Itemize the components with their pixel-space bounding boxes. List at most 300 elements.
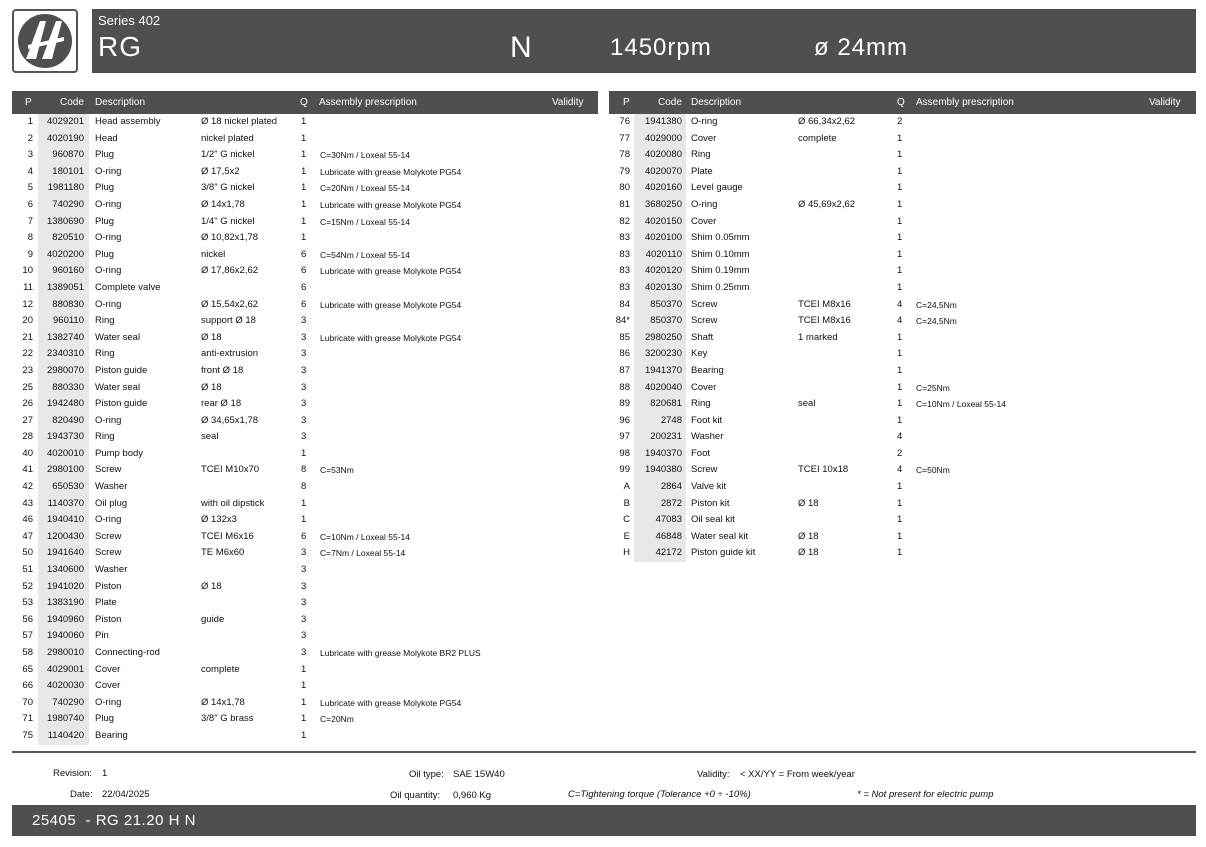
cell-q: 3 [301, 398, 307, 410]
cell-description: Screw [691, 298, 718, 310]
cell-q: 1 [897, 198, 903, 210]
cell-p: 87 [619, 364, 630, 376]
cell-spec: TCEI M10x70 [201, 464, 260, 476]
header-bar [92, 9, 1196, 73]
table-row [609, 479, 1196, 496]
cell-q: 1 [897, 414, 903, 426]
cell-description: Key [691, 348, 708, 360]
cell-assembly: C=25Nm [916, 382, 950, 393]
cell-code: 1940380 [645, 464, 682, 476]
cell-q: 6 [301, 265, 307, 277]
col-validity: Validity [1149, 97, 1181, 108]
cell-q: 1 [301, 149, 307, 161]
cell-q: 1 [897, 165, 903, 177]
cell-description: Piston kit [691, 497, 730, 509]
cell-p: 22 [22, 348, 33, 360]
table-row [609, 131, 1196, 148]
table-row [609, 147, 1196, 164]
rpm-label: 1450rpm [610, 34, 712, 61]
cell-description: Washer [691, 431, 724, 443]
cell-code: 650530 [52, 481, 84, 493]
table-row [609, 462, 1196, 479]
cell-description: O-ring [95, 198, 122, 210]
model-title: RG [98, 31, 142, 62]
cell-q: 3 [301, 315, 307, 327]
cell-spec: Ø 17,5x2 [201, 165, 240, 177]
cell-description: Washer [95, 481, 128, 493]
cell-spec: nickel [201, 248, 226, 260]
table-row [609, 214, 1196, 231]
cell-code: 1382740 [47, 331, 84, 343]
cell-code: 4020190 [47, 132, 84, 144]
cell-code: 4029201 [47, 116, 84, 127]
col-description: Description [95, 97, 146, 108]
cell-code: 4020070 [645, 165, 682, 177]
cell-spec: 1/2" G nickel [201, 149, 255, 161]
cell-description: O-ring [95, 696, 122, 708]
table-row [12, 330, 598, 347]
cell-description: Cover [95, 663, 121, 675]
cell-q: 1 [897, 248, 903, 260]
date-value: 22/04/2025 [102, 789, 150, 800]
cell-q: 1 [301, 696, 307, 708]
cell-code: 4020120 [645, 265, 682, 277]
cell-spec: Ø 18 [201, 580, 222, 592]
cell-description: Ring [95, 431, 115, 443]
col-validity: Validity [552, 97, 584, 108]
cell-spec: 3/8" G nickel [201, 182, 255, 194]
cell-description: Cover [691, 381, 717, 393]
col-q: Q [300, 97, 308, 108]
cell-q: 1 [897, 265, 903, 277]
cell-description: Water seal [95, 381, 141, 393]
cell-description: Pin [95, 630, 109, 642]
cell-q: 1 [897, 381, 903, 393]
cell-p: 41 [22, 464, 33, 476]
cell-p: 81 [619, 198, 630, 210]
cell-assembly: Lubricate with grease Molykote PG54 [320, 266, 462, 277]
cell-code: 2872 [660, 497, 682, 509]
cell-q: 3 [301, 431, 307, 443]
table-row [12, 462, 598, 479]
cell-p: 71 [22, 713, 33, 725]
cell-q: 1 [897, 547, 903, 559]
cell-p: 27 [22, 414, 33, 426]
cell-p: 3 [27, 149, 33, 161]
cell-spec: TCEI 10x18 [798, 464, 849, 476]
cell-assembly: C=54Nm / Loxeal 55-14 [320, 249, 411, 260]
cell-description: Shaft [691, 331, 714, 343]
cell-q: 1 [897, 398, 903, 410]
revision-label: Revision: [53, 768, 93, 779]
table-row [609, 280, 1196, 297]
cell-p: 83 [619, 248, 630, 260]
cell-code: 1340600 [47, 564, 84, 576]
cell-spec: 1 marked [798, 331, 838, 343]
cell-spec: seal [201, 431, 219, 443]
cell-description: Pump body [95, 447, 144, 459]
cell-code: 740290 [52, 198, 84, 210]
cell-spec: Ø 18 nickel plated [201, 116, 278, 127]
cell-description: Plug [95, 149, 115, 161]
cell-assembly: Lubricate with grease Molykote PG54 [320, 166, 462, 177]
cell-code: 1940410 [47, 514, 84, 526]
cell-p: 20 [22, 315, 33, 327]
cell-q: 1 [897, 132, 903, 144]
cell-description: Connecting-rod [95, 647, 160, 658]
cell-code: 850370 [650, 315, 682, 327]
cell-q: 1 [301, 232, 307, 244]
cell-description: O-ring [691, 198, 718, 210]
cell-code: 4020010 [47, 447, 84, 459]
cell-p: E [623, 530, 630, 542]
cell-q: 8 [301, 481, 307, 493]
cell-p: 98 [619, 447, 630, 459]
cell-spec: Ø 45,69x2,62 [798, 198, 856, 210]
table-row [12, 396, 598, 413]
cell-p: 6 [27, 198, 33, 210]
cell-code: 3200230 [645, 348, 682, 360]
cell-description: Water seal kit [691, 530, 749, 542]
cell-code: 1941370 [645, 364, 682, 376]
cell-q: 1 [301, 198, 307, 210]
table-row [12, 662, 598, 679]
series-label: Series 402 [98, 13, 161, 28]
cell-spec: Ø 18 [201, 381, 222, 393]
col-q: Q [897, 97, 905, 108]
table-header [12, 91, 598, 114]
table-row [12, 562, 598, 579]
table-row [12, 496, 598, 513]
cell-p: 76 [619, 116, 630, 127]
oil-type-value: SAE 15W40 [453, 769, 505, 780]
cell-code: 47083 [655, 514, 682, 526]
cell-spec: seal [798, 398, 816, 410]
cell-code: 1941020 [47, 580, 84, 592]
col-assembly: Assembly prescription [319, 97, 417, 108]
table-row [12, 297, 598, 314]
cell-code: 1200430 [47, 530, 84, 542]
cell-q: 3 [301, 381, 307, 393]
cell-spec: 3/8" G brass [201, 713, 254, 725]
cell-description: Cover [95, 680, 121, 692]
cell-p: 89 [619, 398, 630, 410]
table-row [12, 114, 598, 131]
cell-q: 3 [301, 547, 307, 559]
cell-description: Foot kit [691, 414, 723, 426]
cell-code: 850370 [650, 298, 682, 310]
cell-code: 820510 [52, 232, 84, 244]
table-row [12, 230, 598, 247]
cell-description: Oil seal kit [691, 514, 735, 526]
cell-assembly: C=53Nm [320, 465, 354, 476]
cell-q: 1 [897, 348, 903, 360]
cell-q: 1 [301, 132, 307, 144]
cell-spec: TCEI M8x16 [798, 315, 851, 327]
cell-p: 40 [22, 447, 33, 459]
cell-q: 1 [301, 729, 307, 741]
cell-q: 1 [897, 149, 903, 161]
cell-p: 97 [619, 431, 630, 443]
table-row [12, 380, 598, 397]
cell-code: 2980250 [645, 331, 682, 343]
cell-code: 740290 [52, 696, 84, 708]
cell-assembly: C=20Nm / Loxeal 55-14 [320, 183, 411, 194]
cell-description: O-ring [95, 232, 122, 244]
cell-spec: complete [798, 132, 837, 144]
table-row [12, 180, 598, 197]
cell-q: 6 [301, 298, 307, 310]
cell-q: 1 [897, 481, 903, 493]
cell-spec: Ø 15,54x2,62 [201, 298, 259, 310]
table-row [609, 446, 1196, 463]
table-row [609, 263, 1196, 280]
cell-spec: guide [201, 613, 225, 625]
table-row [12, 313, 598, 330]
cell-spec: 1/4" G nickel [201, 215, 255, 227]
cell-assembly: C=24,5Nm [916, 316, 957, 327]
cell-spec: TCEI M8x16 [798, 298, 851, 310]
cell-p: C [623, 514, 630, 526]
table-body [12, 114, 598, 745]
cell-p: 8 [27, 232, 33, 244]
date-label: Date: [70, 789, 93, 800]
cell-p: 43 [22, 497, 33, 509]
electric-pump-note: * = Not present for electric pump [857, 789, 994, 800]
cell-assembly: Lubricate with grease Molykote PG54 [320, 299, 462, 310]
cell-p: 21 [22, 331, 33, 343]
cell-description: Ring [691, 149, 711, 161]
cell-p: 50 [22, 547, 33, 559]
table-row [12, 695, 598, 712]
cell-code: 4020130 [645, 281, 682, 293]
cell-q: 1 [897, 514, 903, 526]
cell-spec: Ø 18 [798, 530, 819, 542]
cell-spec: Ø 66,34x2,62 [798, 116, 856, 127]
cell-code: 1980740 [47, 713, 84, 725]
cell-code: 3680250 [645, 198, 682, 210]
cell-code: 1940370 [645, 447, 682, 459]
cell-q: 1 [897, 281, 903, 293]
cell-q: 3 [301, 331, 307, 343]
table-row [12, 147, 598, 164]
cell-q: 1 [301, 663, 307, 675]
cell-q: 1 [301, 680, 307, 692]
cell-description: Piston guide [95, 398, 148, 410]
table-row [12, 711, 598, 728]
cell-spec: with oil dipstick [201, 497, 265, 509]
table-row [12, 512, 598, 529]
table-row [12, 446, 598, 463]
cell-assembly: Lubricate with grease Molykote PG54 [320, 199, 462, 210]
cell-p: 11 [23, 281, 33, 293]
table-row [609, 197, 1196, 214]
cell-q: 2 [897, 447, 903, 459]
cell-description: Screw [95, 530, 122, 542]
cell-code: 1140370 [47, 497, 84, 509]
cell-q: 3 [301, 630, 307, 642]
table-row [609, 496, 1196, 513]
cell-code: 1942480 [47, 398, 84, 410]
cell-p: 83 [619, 232, 630, 244]
cell-spec: Ø 14x1,78 [201, 198, 245, 210]
cell-description: Head [95, 132, 118, 144]
table-row [12, 612, 598, 629]
cell-spec: rear Ø 18 [201, 398, 242, 410]
cell-description: Screw [95, 464, 122, 476]
cell-code: 4020160 [645, 182, 682, 194]
cell-p: 82 [619, 215, 630, 227]
cell-p: 77 [619, 132, 630, 144]
cell-p: 75 [22, 729, 33, 741]
table-row [12, 728, 598, 745]
table-row [12, 645, 598, 662]
cell-q: 1 [897, 530, 903, 542]
cell-description: Plug [95, 713, 115, 725]
cell-description: Water seal [95, 331, 141, 343]
cell-q: 8 [301, 464, 307, 476]
cell-code: 2340310 [47, 348, 84, 360]
table-row [609, 247, 1196, 264]
cell-description: Shim 0.25mm [691, 281, 750, 293]
cell-code: 42172 [655, 547, 682, 559]
cell-description: Plate [691, 165, 713, 177]
oil-quantity-value: 0,960 Kg [453, 790, 492, 801]
torque-note: C=Tightening torque (Tolerance +0 ÷ -10%) [568, 789, 751, 800]
cell-p: 12 [22, 298, 33, 310]
cell-p: H [623, 547, 630, 559]
cell-p: 52 [22, 580, 33, 592]
cell-spec: Ø 14x1,78 [201, 696, 245, 708]
cell-p: 70 [22, 696, 33, 708]
cell-code: 1140420 [47, 729, 84, 741]
cell-spec: Ø 17,86x2,62 [201, 265, 259, 277]
cell-p: 53 [22, 597, 33, 609]
cell-p: 56 [22, 613, 33, 625]
pump-code: 25405 - RG 21.20 H N [32, 812, 196, 829]
cell-description: Piston [95, 580, 122, 592]
validity-label: Validity: [697, 769, 730, 780]
table-row [12, 529, 598, 546]
cell-q: 1 [897, 232, 903, 244]
cell-q: 3 [301, 364, 307, 376]
cell-q: 1 [897, 364, 903, 376]
table-row [12, 595, 598, 612]
cell-description: O-ring [95, 414, 122, 426]
cell-code: 4020030 [47, 680, 84, 692]
diameter-label: ø 24mm [814, 34, 909, 61]
col-description: Description [691, 97, 742, 108]
cell-p: 85 [619, 331, 630, 343]
cell-code: 2980010 [47, 647, 84, 658]
cell-spec: Ø 18 [798, 547, 819, 559]
cell-code: 960110 [53, 315, 84, 327]
table-row [609, 346, 1196, 363]
cell-p: 58 [22, 647, 33, 658]
col-code: Code [658, 97, 682, 108]
table-row [609, 180, 1196, 197]
cell-code: 1389051 [47, 281, 84, 293]
cell-description: Plate [95, 597, 117, 609]
table-row [12, 429, 598, 446]
cell-q: 1 [301, 215, 307, 227]
cell-description: Bearing [691, 364, 724, 376]
cell-p: 99 [619, 464, 630, 476]
cell-assembly: C=10Nm / Loxeal 55-14 [916, 399, 1007, 410]
variant-label: N [510, 31, 532, 64]
cell-code: 2980100 [47, 464, 84, 476]
table-row [609, 313, 1196, 330]
cell-assembly: C=20Nm [320, 714, 354, 725]
cell-q: 1 [301, 447, 307, 459]
table-row [12, 413, 598, 430]
cell-description: Shim 0.19mm [691, 265, 750, 277]
cell-code: 2980070 [47, 364, 84, 376]
cell-code: 820681 [650, 398, 682, 410]
oil-type-label: Oil type: [409, 769, 444, 780]
cell-description: Piston guide [95, 364, 148, 376]
cell-assembly: Lubricate with grease Molykote PG54 [320, 697, 462, 708]
cell-q: 3 [301, 348, 307, 360]
table-row [12, 479, 598, 496]
cell-assembly: C=24,5Nm [916, 299, 957, 310]
parts-table-left [12, 91, 598, 745]
cell-code: 2864 [660, 481, 682, 493]
cell-description: Piston guide kit [691, 547, 756, 559]
cell-p: 23 [22, 364, 33, 376]
table-row [12, 678, 598, 695]
cell-description: Valve kit [691, 481, 727, 493]
company-logo [12, 9, 78, 73]
table-row [609, 363, 1196, 380]
cell-q: 2 [897, 116, 903, 127]
table-row [12, 247, 598, 264]
cell-q: 6 [301, 248, 307, 260]
cell-description: Foot [691, 447, 711, 459]
cell-code: 4020040 [645, 381, 682, 393]
cell-code: 4029001 [47, 663, 84, 675]
cell-q: 3 [301, 613, 307, 625]
table-row [609, 396, 1196, 413]
table-row [12, 214, 598, 231]
col-p: P [25, 97, 32, 108]
cell-code: 1941640 [47, 547, 84, 559]
table-row [12, 164, 598, 181]
cell-p: 26 [22, 398, 33, 410]
table-row [609, 429, 1196, 446]
cell-p: 7 [27, 215, 33, 227]
cell-assembly: Lubricate with grease Molykote BR2 PLUS [320, 648, 481, 658]
cell-q: 4 [897, 315, 903, 327]
table-row [609, 330, 1196, 347]
cell-description: Oil plug [95, 497, 128, 509]
cell-description: Bearing [95, 729, 128, 741]
cell-p: 28 [22, 431, 33, 443]
cell-code: 1383190 [47, 597, 84, 609]
cell-q: 4 [897, 431, 903, 443]
cell-code: 1380690 [47, 215, 84, 227]
col-p: P [623, 97, 630, 108]
cell-q: 1 [301, 497, 307, 509]
cell-description: Plug [95, 248, 115, 260]
cell-p: 96 [619, 414, 630, 426]
cell-p: 47 [22, 530, 33, 542]
cell-spec: Ø 18 [798, 497, 819, 509]
table-row [609, 380, 1196, 397]
cell-p: 80 [619, 182, 630, 194]
cell-p: 1 [27, 116, 33, 127]
cell-p: 5 [27, 182, 33, 194]
